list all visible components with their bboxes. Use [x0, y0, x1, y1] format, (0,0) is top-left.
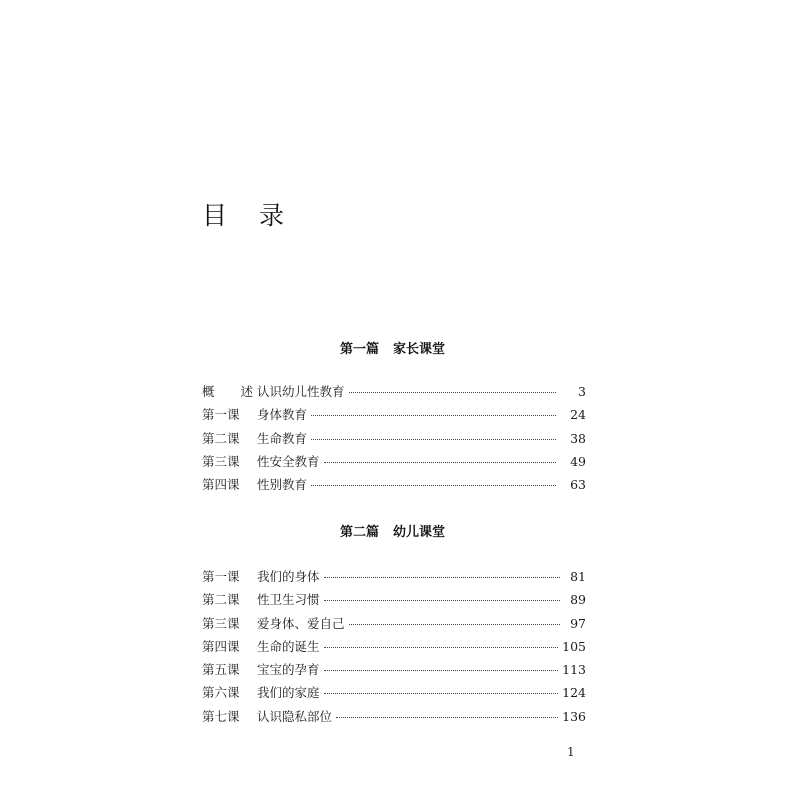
entry-title: 认识幼儿性教育 [257, 384, 345, 399]
dot-leader [324, 577, 560, 578]
toc-entry[interactable] [202, 592, 586, 615]
entry-page-number: 49 [570, 453, 586, 469]
entry-page-number: 113 [562, 662, 586, 678]
dot-leader [324, 670, 559, 671]
dot-leader [311, 415, 556, 416]
entry-label: 第七课 [202, 708, 240, 724]
toc-entry[interactable] [202, 685, 586, 708]
entry-label: 概 述 [202, 384, 264, 399]
entry-label: 第六课 [202, 685, 240, 701]
entry-label: 第四课 [202, 477, 240, 493]
entry-page-number: 81 [570, 569, 586, 584]
toc-entry[interactable] [202, 569, 586, 592]
entry-title: 宝宝的孕育 [257, 662, 320, 678]
dot-leader [336, 717, 558, 718]
entry-page-number: 97 [570, 615, 586, 631]
part-one-heading [340, 342, 445, 358]
toc-entry[interactable] [202, 477, 586, 500]
entry-page-number: 63 [570, 477, 586, 493]
page-title: 目 录 [202, 200, 296, 230]
toc-entry[interactable] [202, 407, 586, 430]
part-two-toc-list [202, 569, 586, 732]
entry-page-number: 24 [570, 407, 586, 423]
toc-entry[interactable] [202, 431, 586, 454]
entry-title: 性别教育 [257, 477, 308, 493]
dot-leader [324, 600, 560, 601]
entry-title: 我们的身体 [257, 569, 320, 584]
entry-page-number: 124 [562, 685, 586, 701]
dot-leader [349, 624, 560, 625]
part-one-toc-list [202, 384, 586, 500]
dot-leader [311, 439, 556, 440]
toc-entry[interactable] [202, 709, 586, 732]
part-two-name: 幼儿课堂 [393, 525, 446, 540]
page-number: 1 [567, 745, 575, 759]
entry-label: 第五课 [202, 662, 240, 678]
entry-title: 性安全教育 [257, 453, 320, 469]
dot-leader [311, 485, 556, 486]
toc-entry[interactable] [202, 616, 586, 639]
entry-label: 第二课 [202, 592, 240, 608]
toc-entry[interactable] [202, 662, 586, 685]
entry-title: 认识隐私部位 [257, 708, 333, 724]
entry-label: 第四课 [202, 638, 240, 654]
toc-entry[interactable] [202, 384, 586, 407]
entry-label: 第一课 [202, 407, 240, 423]
entry-page-number: 89 [570, 592, 586, 608]
entry-title: 性卫生习惯 [257, 592, 320, 608]
part-two-number: 第二篇 [340, 525, 380, 540]
entry-page-number: 38 [570, 430, 586, 446]
entry-title: 身体教育 [257, 407, 308, 423]
entry-title: 爱身体、爱自己 [257, 615, 345, 631]
dot-leader [324, 647, 559, 648]
entry-label: 第三课 [202, 615, 240, 631]
part-one-number: 第一篇 [340, 342, 380, 357]
dot-leader [324, 462, 556, 463]
entry-title: 生命的诞生 [257, 638, 320, 654]
part-one-name: 家长课堂 [393, 342, 446, 357]
toc-entry[interactable] [202, 639, 586, 662]
entry-page-number: 105 [562, 638, 586, 654]
entry-title: 生命教育 [257, 430, 308, 446]
entry-label: 第一课 [202, 569, 240, 584]
dot-leader [349, 392, 556, 393]
entry-label: 第三课 [202, 453, 240, 469]
entry-page-number: 136 [562, 708, 586, 724]
entry-title: 我们的家庭 [257, 685, 320, 701]
entry-page-number: 3 [578, 384, 586, 399]
dot-leader [324, 693, 559, 694]
toc-entry[interactable] [202, 454, 586, 477]
part-two-heading [340, 525, 445, 541]
entry-label: 第二课 [202, 430, 240, 446]
